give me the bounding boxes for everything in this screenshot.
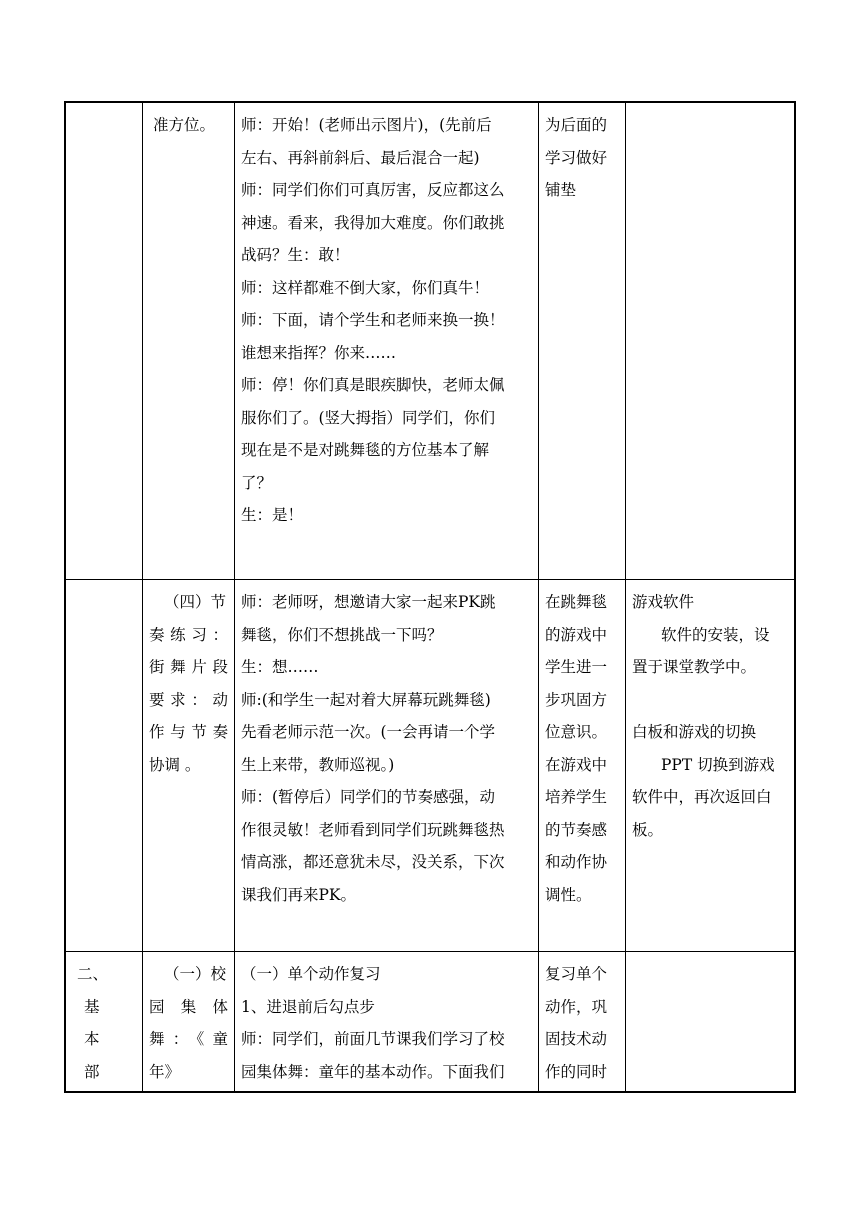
notes-line: PPT 切换到游戏: [661, 755, 775, 774]
process-cell: [235, 580, 539, 952]
notes-line: 软件的安装，设: [661, 625, 770, 644]
process-line: 服你们了。(竖大拇指）同学们，你们: [241, 408, 496, 427]
table-row: [66, 103, 795, 580]
process-line: 园集体舞：童年的基本动作。下面我们: [241, 1062, 505, 1081]
notes-blank-line: [632, 684, 788, 717]
notes-cell: [626, 952, 795, 1092]
notes-line: 板。: [632, 820, 664, 839]
content-line: （一）校: [164, 965, 227, 983]
intent-line: 调性。: [545, 885, 592, 904]
process-line: 课我们再来PK。: [241, 885, 357, 904]
content-line: 园 集 体: [149, 997, 228, 1016]
process-line: 先看老师示范一次。(一会再请一个学: [241, 723, 496, 741]
intent-line: 学生进一: [545, 658, 608, 676]
section-cell: [66, 580, 143, 952]
intent-line: 的节奏感: [545, 820, 608, 839]
intent-line: 在跳舞毯: [545, 593, 608, 611]
process-line: 师：停！你们真是眼疾脚快，老师太佩: [241, 376, 505, 394]
intent-line: 作的同时: [545, 1062, 608, 1081]
intent-line: 的游戏中: [545, 625, 608, 644]
process-line: 1、进退前后勾点步: [241, 997, 375, 1016]
intent-line: 在游戏中: [545, 755, 608, 774]
content-cell: [143, 580, 235, 952]
section-line: 部: [84, 1062, 100, 1081]
process-line: 生：想……: [241, 658, 319, 676]
intent-cell: [539, 580, 626, 952]
section-line: 基: [84, 997, 100, 1016]
process-line: （一）单个动作复习: [241, 965, 381, 983]
intent-line: 为后面的: [545, 116, 608, 134]
process-line: 师：开始！(老师出示图片)，(先前后: [241, 116, 492, 134]
intent-line: 动作，巩: [545, 997, 608, 1016]
content-line: 舞：《童: [149, 1030, 228, 1048]
process-line: 生上来带，教师巡视。): [241, 755, 395, 774]
process-line: 师：同学们，前面几节课我们学习了校: [241, 1030, 505, 1048]
content-line: 要求：动: [149, 690, 228, 709]
process-line: 师：老师呀，想邀请大家一起来PK跳: [241, 593, 496, 611]
process-line: 现在是不是对跳舞毯的方位基本了解: [241, 441, 490, 459]
content-line: 准方位。: [153, 116, 216, 134]
process-line: 师：同学们你们可真厉害，反应都这么: [241, 181, 505, 199]
intent-line: 培养学生: [545, 788, 608, 806]
notes-line: 白板和游戏的切换: [632, 723, 757, 741]
process-line: 师:(和学生一起对着大屏幕玩跳舞毯): [241, 690, 491, 709]
process-line: 舞毯，你们不想挑战一下吗？: [241, 625, 443, 644]
section-line: 二、: [77, 965, 109, 983]
notes-cell: [626, 103, 795, 580]
notes-line: 置于课堂教学中。: [632, 658, 757, 676]
process-line: 师：下面，请个学生和老师来换一换！: [241, 311, 505, 329]
intent-line: 固技术动: [545, 1030, 608, 1048]
process-cell: [235, 952, 539, 1092]
table-row: [66, 952, 795, 1092]
process-line: 情高涨，都还意犹未尽，没关系，下次: [241, 853, 505, 871]
process-line: 左右、再斜前斜后、最后混合一起): [241, 148, 480, 167]
content-line: 年》: [149, 1062, 181, 1081]
intent-line: 铺垫: [545, 181, 577, 199]
section-line: 本: [84, 1030, 100, 1048]
process-line: 谁想来指挥？你来……: [241, 343, 397, 362]
section-cell: [66, 103, 143, 580]
table-row: [66, 580, 795, 952]
intent-cell: [539, 103, 626, 580]
process-line: 神速。看来，我得加大难度。你们敢挑: [241, 213, 505, 232]
content-line: 街舞片段: [149, 658, 228, 676]
process-line: 作很灵敏！老师看到同学们玩跳舞毯热: [241, 820, 505, 839]
intent-cell: [539, 952, 626, 1092]
process-line: 了？: [241, 473, 273, 492]
section-cell: [66, 952, 143, 1092]
intent-line: 复习单个: [545, 965, 608, 983]
intent-line: 和动作协: [545, 853, 608, 871]
process-line: 师：(暂停后）同学们的节奏感强，动: [241, 788, 496, 806]
content-line: 奏练习：: [149, 625, 228, 644]
process-line: 战码？生：敢！: [241, 246, 350, 264]
content-cell: [143, 952, 235, 1092]
content-line: （四）节: [164, 593, 227, 611]
notes-line: 软件中，再次返回白: [632, 788, 772, 806]
content-line: 作与节奏: [149, 723, 228, 741]
lesson-plan-table: [65, 102, 795, 1092]
intent-line: 步巩固方: [545, 690, 608, 709]
notes-line: 游戏软件: [632, 593, 695, 611]
intent-line: 位意识。: [545, 723, 608, 741]
intent-line: 学习做好: [545, 148, 608, 167]
process-cell: [235, 103, 539, 580]
content-cell: [143, 103, 235, 580]
content-line: 协调 。: [149, 755, 201, 774]
process-line: 师：这样都难不倒大家，你们真牛！: [241, 278, 490, 297]
process-line: 生：是！: [241, 506, 304, 524]
notes-cell: [626, 580, 795, 952]
